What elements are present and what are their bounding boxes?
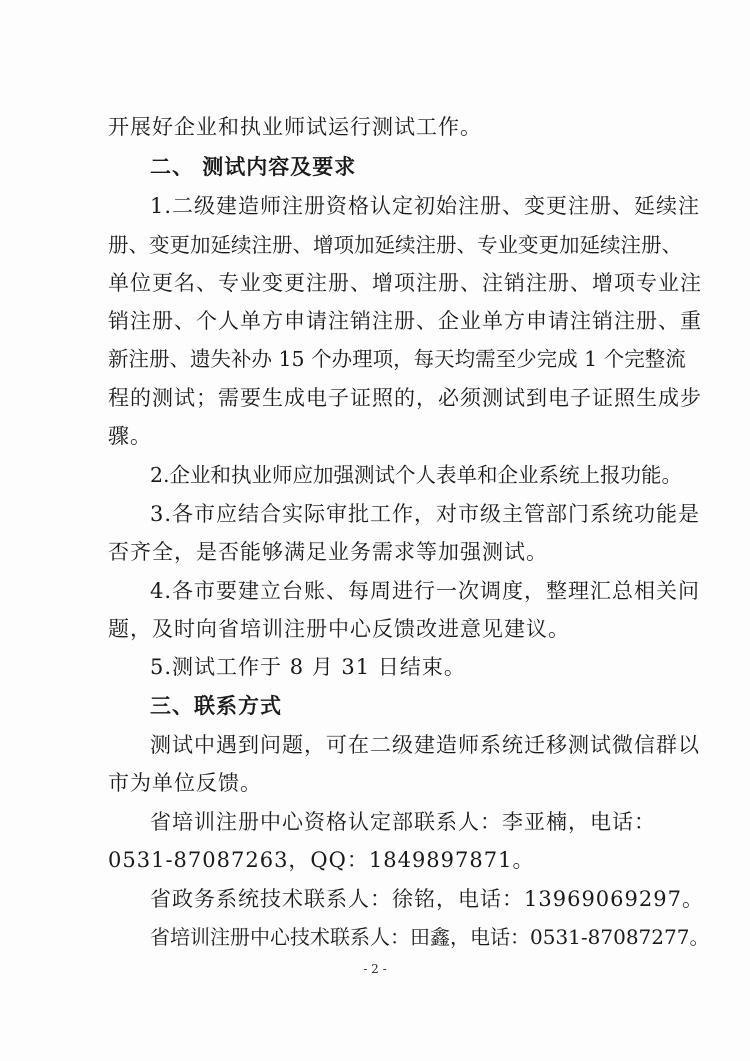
- paragraph-line: 开展好企业和执业师试运行测试工作。: [108, 115, 482, 139]
- paragraph-line: 程的测试；需要生成电子证照的，必须测试到电子证照生成步: [108, 386, 702, 410]
- paragraph-line: 省培训注册中心技术联系人：田鑫，电话：0531-87087277。: [150, 925, 710, 949]
- paragraph-line: 省政务系统技术联系人：徐铭，电话：13969069297。: [150, 887, 704, 911]
- paragraph-line: 2.企业和执业师应加强测试个人表单和企业系统上报功能。: [150, 463, 683, 487]
- paragraph-line: 骤。: [108, 424, 152, 448]
- paragraph-line: 1.二级建造师注册资格认定初始注册、变更注册、延续注: [150, 194, 701, 218]
- section-heading: 二、 测试内容及要求: [150, 155, 357, 179]
- paragraph-line: 单位更名、专业变更注册、增项注册、注销注册、增项专业注: [108, 271, 702, 295]
- paragraph-line: 市为单位反馈。: [108, 771, 262, 795]
- paragraph-line: 册、变更加延续注册、增项加延续注册、专业变更加延续注册、: [108, 233, 682, 257]
- paragraph-line: 省培训注册中心资格认定部联系人：李亚楠，电话：: [150, 810, 656, 834]
- paragraph-line: 0531-87087263，QQ：1849897871。: [108, 848, 535, 872]
- paragraph-line: 3.各市应结合实际审批工作，对市级主管部门系统功能是: [150, 502, 701, 526]
- paragraph-line: 销注册、个人单方申请注销注册、企业单方申请注销注册、重: [108, 309, 702, 333]
- paragraph-line: 否齐全，是否能够满足业务需求等加强测试。: [108, 540, 548, 564]
- paragraph-line: 新注册、遗失补办 15 个办理项，每天均需至少完成 1 个完整流: [108, 347, 686, 371]
- page-number: - 2 -: [363, 962, 387, 976]
- paragraph-line: 5.测试工作于 8 月 31 日结束。: [150, 655, 466, 679]
- paragraph-line: 题，及时向省培训注册中心反馈改进意见建议。: [108, 617, 570, 641]
- paragraph-line: 4.各市要建立台账、每周进行一次调度，整理汇总相关问: [150, 579, 701, 603]
- paragraph-line: 测试中遇到问题，可在二级建造师系统迁移测试微信群以: [150, 733, 700, 757]
- section-heading: 三、联系方式: [150, 694, 282, 718]
